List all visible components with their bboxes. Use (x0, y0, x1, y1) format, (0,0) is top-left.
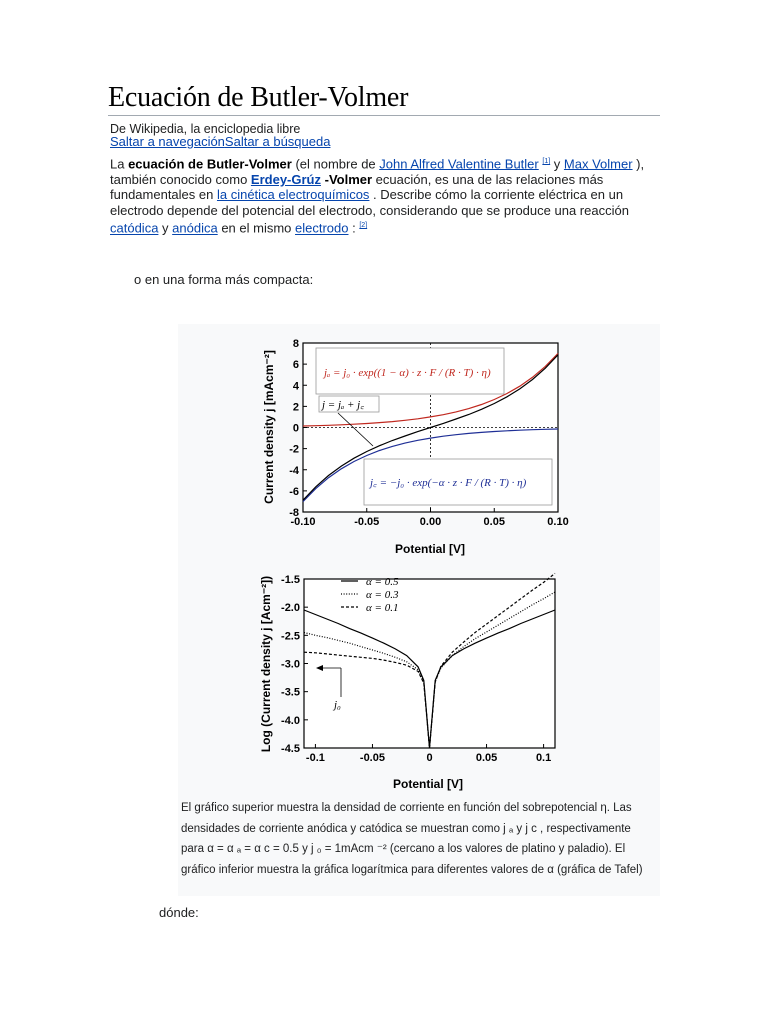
link-max-volmer[interactable]: Max Volmer (563, 156, 633, 172)
y-tick-label: -3.5 (281, 686, 300, 699)
j0-label: j₀ (334, 699, 341, 711)
y-tick-label: -2.0 (281, 602, 300, 615)
intro-bold-term: ecuación de Butler-Volmer (128, 156, 292, 172)
page-title: Ecuación de Butler-Volmer (108, 82, 409, 113)
y-tick-label: 8 (292, 338, 299, 350)
j-equation: j = jₐ + j꜀ (322, 399, 365, 411)
intro-text: ), también conocido como (110, 156, 645, 187)
skip-links (110, 134, 330, 149)
x-tick-label: 0 (426, 752, 433, 764)
y-tick-label: 0 (292, 422, 299, 435)
top-y-axis-label: Current density j [mAcm⁻²] (262, 350, 276, 504)
intro-text: (el nombre de (291, 156, 380, 172)
x-tick-label: 0.10 (547, 516, 569, 528)
x-tick-label: 0.00 (419, 516, 442, 528)
y-tick-label: 4 (292, 380, 299, 393)
y-tick-label: -4.0 (281, 714, 300, 727)
intro-bold-term: -Volmer (321, 171, 373, 187)
plot-area (304, 579, 555, 748)
legend-label-0: α = 0.5 (366, 576, 399, 588)
skip-to-search-link[interactable]: Saltar a búsqueda (224, 134, 331, 149)
compact-form-text: o en una forma más compacta: (134, 272, 314, 287)
link-anodica[interactable]: anódica (172, 220, 218, 236)
intro-text: y (550, 156, 564, 172)
jc-equation: j꜀ = −j₀ · exp(−α · z · F / (R · T) · η) (370, 477, 527, 489)
intro-text: : (348, 220, 360, 236)
y-tick-label: -2.5 (281, 630, 300, 643)
intro-text: La (110, 156, 129, 172)
link-catodica[interactable]: catódica (110, 220, 159, 236)
ja-equation: jₐ = j₀ · exp((1 − α) · z · F / (R · T) · η) (324, 367, 491, 379)
intro-text: en el mismo (217, 220, 296, 236)
donde-text: dónde: (159, 905, 199, 920)
intro-text: ecuación, es una de las relaciones más fundamentales en (110, 171, 604, 203)
ref-1-link[interactable]: [1] (542, 158, 551, 165)
bottom-y-axis-label: Log (Current density j [Acm⁻²]) (259, 575, 273, 753)
top-x-axis-label: Potential [V] (394, 542, 466, 556)
x-tick-label: -0.05 (359, 752, 385, 764)
x-tick-label: -0.1 (305, 752, 325, 764)
skip-to-navigation-link[interactable]: Saltar a navegación (110, 134, 225, 149)
intro-paragraph (110, 154, 662, 236)
legend-label-1: α = 0.3 (366, 589, 399, 601)
intro-text: . Describe cómo la corriente eléctrica en un electrodo depende del potencial del electrodo, considerando que se produce una reacción (110, 187, 629, 218)
y-tick-label: -3.0 (281, 658, 300, 671)
current-density-chart (178, 324, 660, 564)
x-tick-label: -0.10 (290, 516, 316, 528)
figure-caption: El gráfico superior muestra la densidad de corriente en función del sobrepotencial η. Las densidades de corriente anódica y catódica se muestran como j ₐ y j c , respectivamente para α = α ₐ = α c = 0.5 y j ₀ = 1mAcm ⁻² (cercano a los valores de platino y paladio). El gráfico inferior muestra la gráfica logarítmica para diferentes valores de α (gráfica de Tafel) (181, 802, 643, 876)
intro-text: y (158, 220, 173, 236)
y-tick-label: -6 (289, 485, 299, 498)
link-butler[interactable]: John Alfred Valentine Butler (379, 156, 539, 172)
y-tick-label: -8 (289, 507, 299, 519)
link-erdey-gruz[interactable]: Erdey-Grúz (250, 171, 321, 187)
bottom-x-axis-label: Potential [V] (392, 777, 464, 791)
y-tick-label: 2 (292, 401, 299, 414)
y-tick-label: -4 (289, 464, 299, 477)
x-tick-label: -0.05 (354, 516, 380, 528)
x-tick-label: 0.05 (483, 516, 505, 528)
y-tick-label: -2 (289, 443, 299, 456)
x-tick-label: 0.1 (535, 752, 552, 764)
link-cinetica[interactable]: la cinética electroquímicos (216, 187, 370, 203)
y-tick-label: -4.5 (281, 743, 300, 755)
legend-label-2: α = 0.1 (366, 602, 399, 614)
tagline: De Wikipedia, la enciclopedia libre (110, 122, 301, 136)
x-tick-label: 0.05 (475, 752, 498, 764)
title-divider (108, 115, 660, 116)
ref-2-link[interactable]: [2] (359, 222, 368, 230)
tafel-log-chart (178, 566, 660, 796)
link-electrodo[interactable]: electrodo (295, 220, 349, 236)
y-tick-label: -1.5 (281, 574, 300, 586)
y-tick-label: 6 (292, 359, 299, 372)
